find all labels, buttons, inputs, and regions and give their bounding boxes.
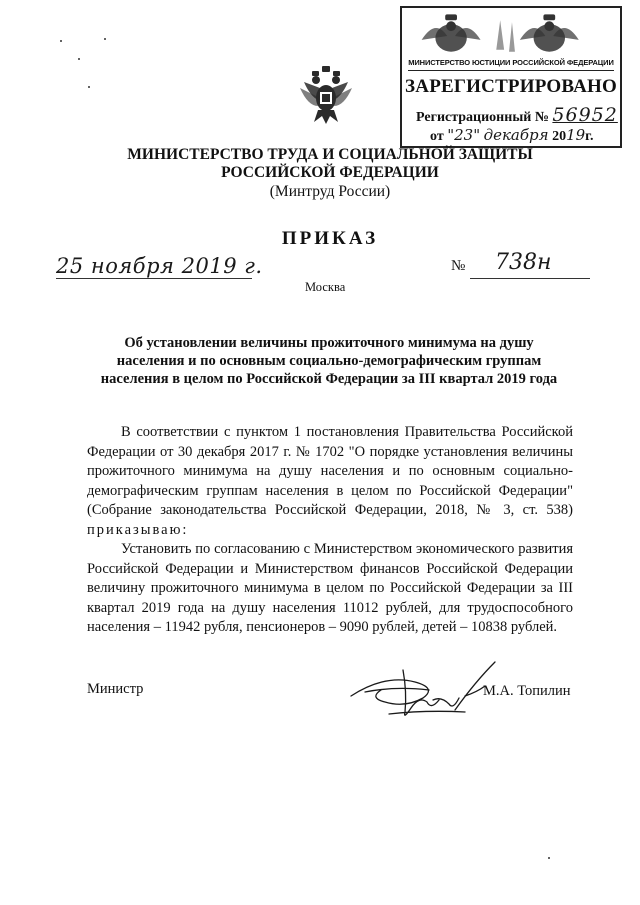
heading-line: населения в целом по Российской Федерации за III квартал 2019 года (100, 371, 558, 387)
scan-speck (548, 857, 550, 859)
order-date: 25 ноября 2019 г. (56, 254, 263, 278)
ministry-name-line1: МИНИСТЕРСТВО ТРУДА И СОЦИАЛЬНОЙ ЗАЩИТЫ (127, 146, 533, 163)
signature-name: М.А. Топилин (483, 683, 571, 699)
order-date-underline (56, 278, 252, 279)
registration-stamp (400, 6, 622, 148)
stamp-registration-line (416, 104, 618, 126)
double-headed-eagle-emblem-icon (300, 66, 352, 126)
order-city: Москва (305, 280, 346, 294)
signature-role: Министр (87, 681, 144, 697)
ministry-short-name: (Минтруд России) (269, 183, 391, 200)
stamp-date-line (430, 126, 593, 145)
ministry-name-line2: РОССИЙСКОЙ ФЕДЕРАЦИИ (221, 164, 439, 181)
stamp-date-year-prefix: 20 (552, 129, 567, 144)
order-number-label: № (451, 258, 466, 274)
stamp-date-month: декабря (483, 126, 549, 144)
scan-speck (78, 58, 80, 60)
stamp-reg-label: Регистрационный № (416, 110, 549, 125)
heading-line: населения и по основным социально-демографическим группам (116, 353, 542, 369)
stamp-date-suffix: г. (585, 129, 594, 144)
stamp-emblems-icon (402, 10, 620, 62)
stamp-divider (408, 70, 614, 71)
stamp-ministry: МИНИСТЕРСТВО ЮСТИЦИИ РОССИЙСКОЙ ФЕДЕРАЦИИ (408, 58, 614, 67)
scan-speck (88, 86, 90, 88)
stamp-status: ЗАРЕГИСТРИРОВАНО (405, 76, 617, 97)
stamp-date-prefix: от (430, 129, 444, 144)
scan-speck (60, 40, 62, 42)
order-number: 738н (495, 250, 552, 275)
order-number-underline (470, 278, 590, 279)
order-heading (86, 334, 572, 388)
heading-line: Об установлении величины прожиточного минимума на душу (124, 335, 534, 351)
order-title: ПРИКАЗ (281, 228, 379, 249)
body-paragraph-2: Установить по согласованию с Министерством экономического развития Российской Федерации и Министерством финансов Российской Федерации величину прожиточного минимума в целом по Российской Федерации за III квартал 2019 года на душу населения 11012 рублей, для трудоспособного населения – 11942 рубля, пенсионеров – 9090 рублей, детей – 10838 рублей. (87, 541, 573, 635)
paragraph-1-text: В соответствии с пунктом 1 постановления Правительства Российской Федерации от 30 декабря 2017 г. № 1702 "О порядке установления величины прожиточного минимума на душу населения и по основным социально-демографическим группам населения в целом по Российской Федерации" (Собрание законодательства Российской Федерации, 2018, № 3, ст. 538) (87, 424, 573, 518)
scan-speck (104, 38, 106, 40)
paragraph-1-verb: приказываю: (87, 521, 189, 538)
body-paragraph-1 (87, 423, 573, 540)
stamp-reg-number: 56952 (552, 104, 618, 126)
stamp-date-day: "23" (447, 126, 481, 144)
stamp-date-year: 19 (566, 126, 586, 144)
order-body (87, 423, 573, 638)
